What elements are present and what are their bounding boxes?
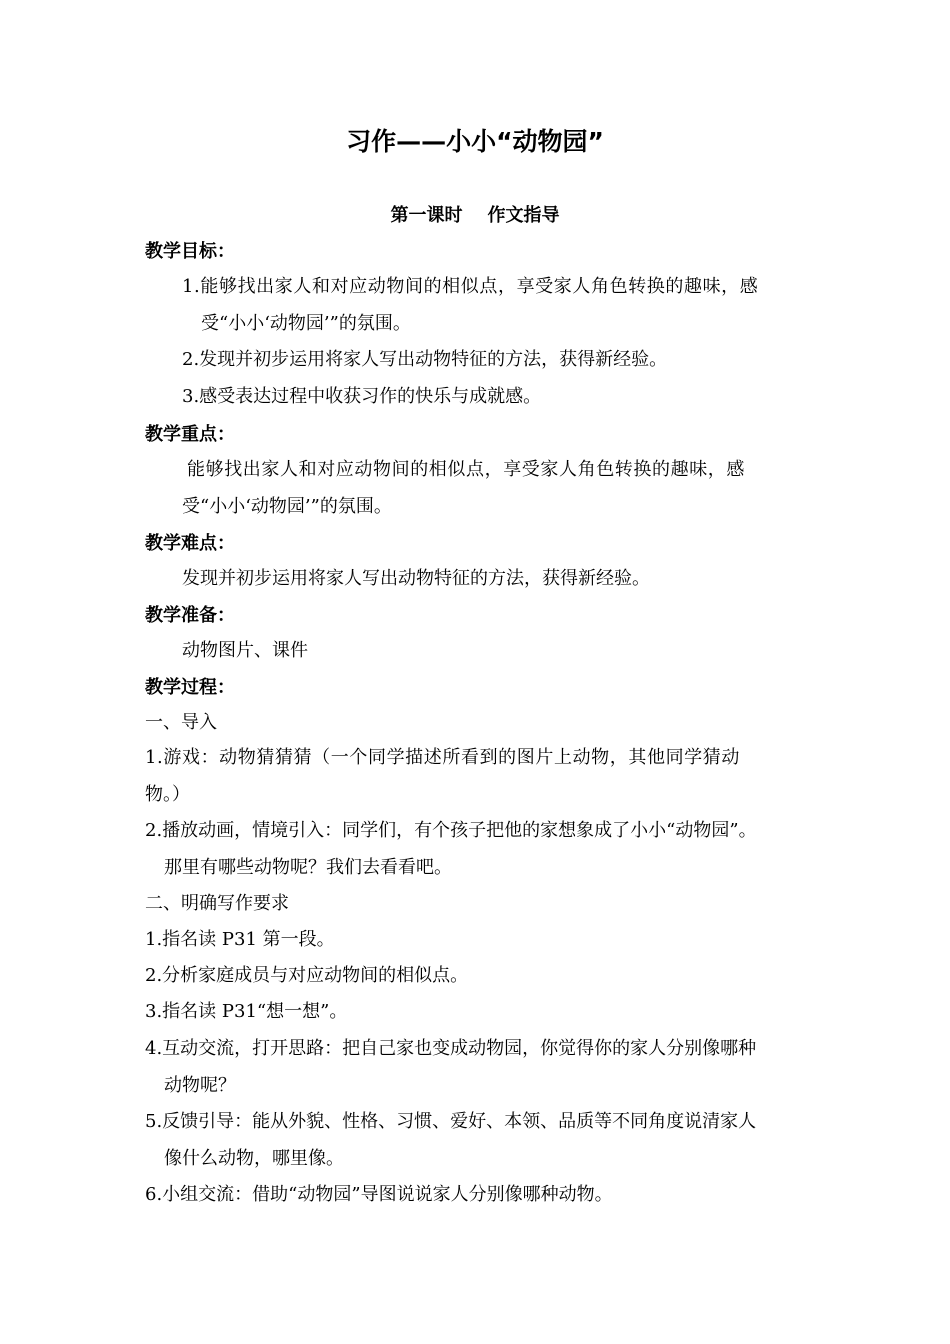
key-points-line-1: 能够找出家人和对应动物间的相似点，享受家人角色转换的趣味，感 [187,459,745,480]
document-title: 习作——小小“动物园” [346,127,604,156]
difficulties-line-1: 发现并初步运用将家人写出动物特征的方法，获得新经验。 [182,568,650,589]
preparation-line-1: 动物图片、课件 [182,640,308,661]
s2-item-2: 2.分析家庭成员与对应动物间的相似点。 [145,965,469,986]
s1-item-1-line-2: 物。） [145,784,190,805]
lesson-subtitle: 第一课时 作文指导 [390,205,560,226]
s2-item-6: 6.小组交流：借助“动物园”导图说说家人分别像哪种动物。 [145,1184,613,1205]
difficulties-heading: 教学难点： [145,533,235,554]
key-points-line-2: 受“小小‘动物园’”的氛围。 [182,496,392,517]
s2-item-1: 1.指名读 P31 第一段。 [145,929,335,950]
objective-2: 2.发现并初步运用将家人写出动物特征的方法，获得新经验。 [182,349,668,370]
s1-item-2-line-1: 2.播放动画，情境引入：同学们，有个孩子把他的家想象成了小小“动物园”。 [145,820,757,841]
objective-1-line-1: 1.能够找出家人和对应动物间的相似点，享受家人角色转换的趣味，感 [182,276,759,297]
s2-item-5-line-1: 5.反馈引导：能从外貌、性格、习惯、爱好、本领、品质等不同角度说清家人 [145,1111,757,1132]
s1-item-2-line-2: 那里有哪些动物呢？我们去看看吧。 [164,857,452,878]
objectives-heading: 教学目标： [145,241,235,262]
s2-item-5-line-2: 像什么动物，哪里像。 [164,1148,344,1169]
s1-item-1-line-1: 1.游戏：动物猜猜猜（一个同学描述所看到的图片上动物，其他同学猜动 [145,747,740,768]
s2-item-4-line-1: 4.互动交流，打开思路：把自己家也变成动物园，你觉得你的家人分别像哪种 [145,1038,757,1059]
objective-3: 3.感受表达过程中收获习作的快乐与成就感。 [182,386,542,407]
process-heading: 教学过程： [145,677,235,698]
section-1-heading: 一、导入 [145,712,217,733]
key-points-heading: 教学重点： [145,424,235,445]
objective-1-line-2: 受“小小‘动物园’”的氛围。 [201,313,411,334]
s2-item-4-line-2: 动物呢？ [164,1075,236,1096]
s2-item-3: 3.指名读 P31“想一想”。 [145,1001,348,1022]
section-2-heading: 二、明确写作要求 [145,893,289,914]
preparation-heading: 教学准备： [145,605,235,626]
